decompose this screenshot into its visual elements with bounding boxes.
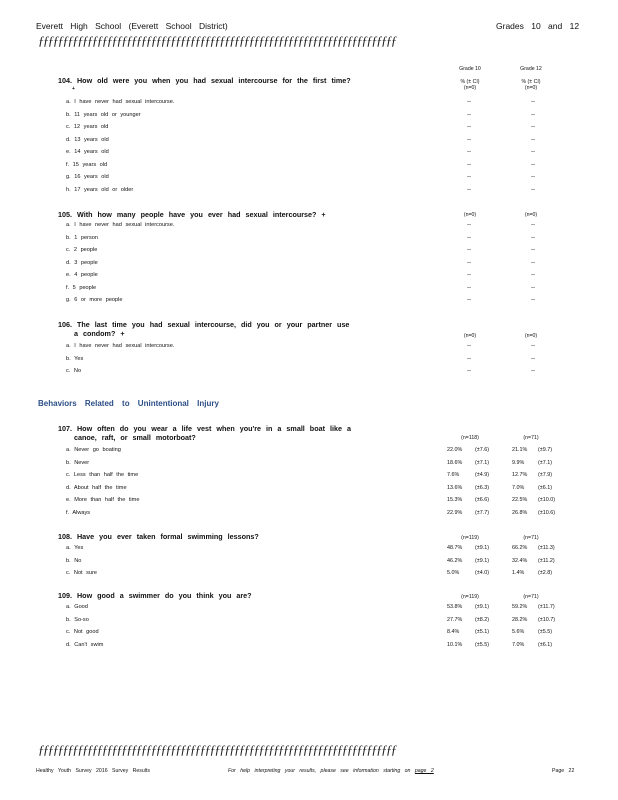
grade12-value: -- — [531, 297, 535, 303]
option-label: b. 1 person — [66, 234, 98, 241]
grade12-value: -- — [531, 284, 535, 291]
footer-left: Healthy Youth Survey 2016 Survey Results — [36, 768, 150, 774]
grade10-value: -- — [467, 136, 471, 143]
option-label: b. Yes — [66, 355, 84, 362]
grade12-value: 28.2% — [512, 616, 528, 623]
grade10-value: -- — [467, 186, 471, 193]
grade12-value: -- — [531, 368, 535, 374]
grade12-value: -- — [531, 136, 535, 143]
grade12-value: -- — [531, 111, 535, 118]
grade12-ci: (±10.6) — [538, 509, 556, 516]
grade10-value: -- — [467, 247, 471, 253]
grade12-value: 22.5% — [512, 497, 528, 503]
grade12-value: 7.0% — [512, 641, 525, 648]
grade12-ci: (±7.9) — [538, 472, 553, 478]
option-label: a. I have never had sexual intercourse. — [66, 99, 175, 105]
grade12-value: -- — [531, 355, 535, 362]
footer-page-number: Page 22 — [552, 768, 575, 774]
grade12-ci-heading: % (± CI) — [521, 79, 541, 85]
grade10-value: -- — [467, 355, 471, 362]
option-label: g. 16 years old — [66, 174, 109, 180]
grade10-value: -- — [467, 174, 471, 180]
grade10-value: 7.6% — [447, 472, 460, 478]
question-text: 105. With how many people have you ever had sexual intercourse? + — [58, 210, 326, 219]
school-name: Everett High School (Everett School District) — [36, 21, 228, 31]
option-label: f. Always — [66, 509, 91, 516]
grade12-value: 7.0% — [512, 484, 525, 491]
grade12-value: -- — [531, 272, 535, 278]
grade10-value: 15.3% — [447, 497, 463, 503]
grade10-value: 8.4% — [447, 629, 460, 635]
grade10-value: 13.6% — [447, 484, 463, 491]
grade10-value: -- — [467, 259, 471, 266]
option-label: d. 3 people — [66, 259, 98, 266]
grade10-n: (n=119) — [461, 594, 479, 600]
grade10-value: -- — [467, 272, 471, 278]
question-text: 108. Have you ever taken formal swimming lessons? — [58, 532, 259, 541]
grade10-value: -- — [467, 222, 471, 228]
grade12-value: -- — [531, 161, 535, 168]
grade12-value: -- — [531, 222, 535, 228]
grade12-value: 21.1% — [512, 447, 528, 453]
option-label: a. Never go boating — [66, 447, 121, 453]
grade12-ci: (±10.0) — [538, 497, 556, 503]
grade10-value: 46.2% — [447, 557, 463, 564]
grade12-n: (n=71) — [523, 535, 539, 541]
grade12-value: 5.6% — [512, 629, 525, 635]
grade10-ci: (±7.1) — [475, 459, 490, 466]
option-label: h. 17 years old or older — [66, 186, 134, 193]
grade10-ci: (±4.9) — [475, 472, 490, 478]
grade10-value: -- — [467, 99, 471, 105]
grade12-ci: (±11.3) — [538, 545, 555, 551]
option-label: b. Never — [66, 459, 90, 466]
grade12-ci: (±9.7) — [538, 447, 553, 453]
grade10-ci: (±8.2) — [475, 616, 490, 623]
grade10-n: (n=118) — [461, 435, 479, 441]
grade12-value: 26.8% — [512, 509, 528, 516]
grade10-heading: Grade 10 — [459, 66, 481, 72]
option-label: c. Not sure — [66, 570, 98, 576]
grade10-ci: (±9.1) — [475, 557, 490, 564]
grade12-ci: (±5.5) — [538, 629, 553, 635]
option-label: a. I have never had sexual intercourse. — [66, 222, 175, 228]
grade10-ci: (±7.6) — [475, 447, 490, 453]
grade12-n: (n=71) — [523, 594, 539, 600]
grade10-ci: (±5.1) — [475, 629, 490, 635]
grade10-ci: (±6.6) — [475, 497, 490, 503]
grade12-value: -- — [531, 124, 535, 130]
grade10-value: -- — [467, 368, 471, 374]
grade10-n: (n=0) — [463, 85, 477, 91]
question-text: 107. How often do you wear a life vest when you're in a small boat like a — [58, 424, 351, 433]
grade10-n: (n=0) — [463, 212, 477, 218]
grade10-n: (n=119) — [461, 535, 479, 541]
grade10-value: -- — [467, 161, 471, 168]
grade10-ci: (±5.5) — [475, 641, 490, 648]
grade12-ci: (±6.1) — [538, 484, 553, 491]
grade12-ci: (±11.7) — [538, 604, 555, 610]
grade10-ci: (±4.0) — [475, 570, 490, 576]
option-label: b. 11 years old or younger — [66, 111, 141, 118]
question-text: 104. How old were you when you had sexual intercourse for the first time? — [58, 76, 351, 85]
grade12-value: 59.2% — [512, 604, 528, 610]
grade12-value: 66.2% — [512, 545, 528, 551]
grade12-ci: (±6.1) — [538, 641, 553, 648]
option-label: c. 2 people — [66, 247, 98, 253]
grade12-value: -- — [531, 174, 535, 180]
question-text-line2: + — [72, 86, 75, 92]
grade10-value: -- — [467, 234, 471, 241]
grade10-value: -- — [467, 111, 471, 118]
option-label: d. About half the time — [66, 484, 127, 491]
grade12-value: 32.4% — [512, 557, 528, 564]
grade12-heading: Grade 12 — [520, 66, 542, 72]
grade10-value: -- — [467, 297, 471, 303]
option-label: e. 14 years old — [66, 149, 109, 155]
grade10-ci: (±6.3) — [475, 484, 490, 491]
grade10-n: (n=0) — [463, 333, 477, 339]
option-label: d. 13 years old — [66, 136, 109, 143]
grade10-value: 18.6% — [447, 459, 463, 466]
footer-page-link[interactable]: page 2 — [414, 768, 434, 774]
option-label: d. Can't swim — [66, 641, 104, 648]
question-text: 106. The last time you had sexual intercourse, did you or your partner use — [58, 320, 350, 329]
option-label: f. 15 years old — [66, 161, 108, 168]
grade12-n: (n=0) — [524, 85, 538, 91]
option-label: c. No — [66, 368, 82, 374]
grade10-value: 53.8% — [447, 604, 463, 610]
grade12-ci: (±7.1) — [538, 459, 553, 466]
grade12-value: -- — [531, 149, 535, 155]
grade10-value: -- — [467, 284, 471, 291]
grade12-value: -- — [531, 99, 535, 105]
header-divider: ƒƒƒƒƒƒƒƒƒƒƒƒƒƒƒƒƒƒƒƒƒƒƒƒƒƒƒƒƒƒƒƒƒƒƒƒƒƒƒƒƒƒƒƒƒƒƒƒƒƒƒƒƒƒƒƒƒƒƒƒƒƒƒƒƒƒƒƒƒƒƒƒƒ — [38, 33, 396, 48]
question-text-line2: canoe, raft, or small motorboat? — [74, 433, 196, 442]
grade10-value: -- — [467, 124, 471, 130]
grade12-value: -- — [531, 343, 535, 349]
grade10-ci: (±9.1) — [475, 604, 490, 610]
option-label: e. 4 people — [66, 272, 98, 278]
option-label: c. Not good — [66, 629, 99, 635]
option-label: a. I have never had sexual intercourse. — [66, 343, 175, 349]
grade10-ci: (±7.7) — [475, 509, 490, 516]
option-label: f. 5 people — [66, 284, 97, 291]
grade10-value: 5.0% — [447, 570, 460, 576]
grade12-value: -- — [531, 186, 535, 193]
grade12-value: 1.4% — [512, 570, 525, 576]
option-label: e. More than half the time — [66, 497, 140, 503]
grade12-value: -- — [531, 247, 535, 253]
grades-label: Grades 10 and 12 — [496, 21, 580, 31]
grade12-ci: (±10.7) — [538, 616, 556, 623]
grade10-ci-heading: % (± CI) — [460, 79, 480, 85]
grade12-n: (n=0) — [524, 212, 538, 218]
grade10-value: 22.0% — [447, 447, 463, 453]
grade12-value: -- — [531, 234, 535, 241]
grade12-ci: (±11.2) — [538, 557, 555, 564]
question-text-line2: a condom? + — [74, 329, 125, 338]
option-label: b. No — [66, 557, 82, 564]
grade12-value: 12.7% — [512, 472, 528, 478]
footer-divider: ƒƒƒƒƒƒƒƒƒƒƒƒƒƒƒƒƒƒƒƒƒƒƒƒƒƒƒƒƒƒƒƒƒƒƒƒƒƒƒƒƒƒƒƒƒƒƒƒƒƒƒƒƒƒƒƒƒƒƒƒƒƒƒƒƒƒƒƒƒƒƒƒƒ — [38, 742, 396, 757]
grade10-value: 27.7% — [447, 616, 463, 623]
grade10-value: 10.1% — [447, 641, 463, 648]
grade10-ci: (±9.1) — [475, 545, 490, 551]
grade10-value: 48.7% — [447, 545, 463, 551]
grade12-ci: (±2.8) — [538, 570, 553, 576]
option-label: c. Less than half the time — [66, 472, 139, 478]
grade12-n: (n=0) — [524, 333, 538, 339]
grade12-value: -- — [531, 259, 535, 266]
grade12-n: (n=71) — [523, 435, 539, 441]
section-title: Behaviors Related to Unintentional Injury — [38, 399, 219, 408]
footer-center — [228, 768, 434, 774]
option-label: a. Good — [66, 604, 88, 610]
option-label: a. Yes — [66, 545, 84, 551]
option-label: g. 6 or more people — [66, 297, 123, 303]
option-label: c. 12 years old — [66, 124, 109, 130]
grade12-value: 9.9% — [512, 459, 525, 466]
grade10-value: -- — [467, 343, 471, 349]
grade10-value: 22.9% — [447, 509, 463, 516]
option-label: b. So-so — [66, 616, 89, 623]
footer-help-text: For help interpreting your results, please see information starting on — [228, 768, 411, 774]
question-text: 109. How good a swimmer do you think you are? — [58, 591, 252, 600]
grade10-value: -- — [467, 149, 471, 155]
